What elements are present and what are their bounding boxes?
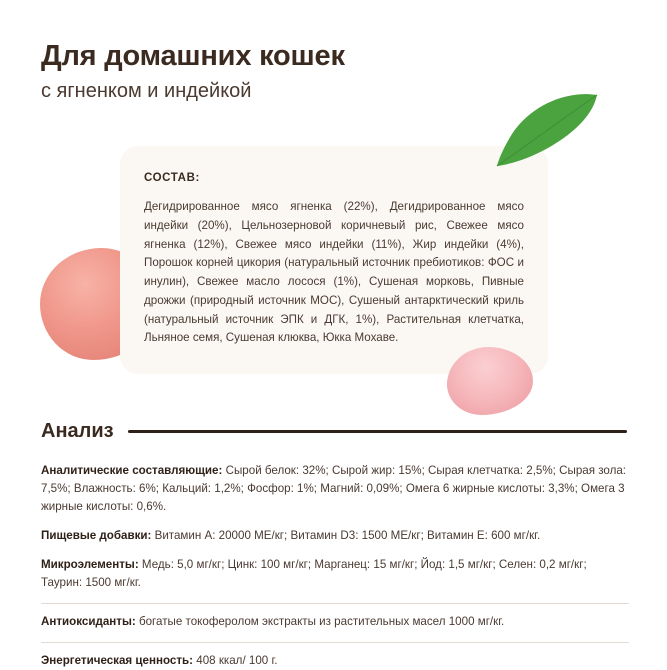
page-title: Для домашних кошек xyxy=(41,40,345,72)
composition-text: Дегидрированное мясо ягненка (22%), Дегидрированное мясо индейки (20%), Цельнозерновой коричневый рис, Свежее мясо ягненка (12%), Свежее мясо индейки (11%), Жир индейки (4%), Порошок корней цикория (натуральный источник пребиотиков: ФОС и инулин), Свежее масло лосося (1%), Сушеная морковь, Пивные дрожжи (природный источник МОС), Сушеный антарктический криль (натуральный источник ЭПК и ДГК, 1%), Растительная клетчатка, Льняное семя, Сушеная клюква, Юкка Мохаве. xyxy=(144,200,524,345)
analysis-header xyxy=(41,420,627,443)
analysis-body xyxy=(41,462,629,670)
analysis-row-value: богатые токоферолом экстракты из растительных масел 1000 мг/кг. xyxy=(135,614,505,628)
analysis-row-label: Микроэлементы: xyxy=(41,557,139,571)
analysis-row xyxy=(41,556,629,592)
page-header xyxy=(41,40,345,103)
analysis-title: Анализ xyxy=(41,420,114,442)
analysis-row xyxy=(41,527,629,545)
analysis-row-value: 408 ккал/ 100 г. xyxy=(193,653,278,667)
pink-blob-icon xyxy=(447,347,533,415)
analysis-separator xyxy=(41,642,629,643)
analysis-row-label: Антиоксиданты: xyxy=(41,614,136,628)
analysis-row-label: Энергетическая ценность: xyxy=(41,653,194,667)
analysis-row xyxy=(41,462,629,516)
page-subtitle: с ягненком и индейкой xyxy=(41,80,252,103)
analysis-row-label: Аналитические составляющие: xyxy=(41,464,223,477)
analysis-divider xyxy=(128,430,627,433)
analysis-row xyxy=(41,652,629,670)
analysis-row-value: Медь: 5,0 мг/кг; Цинк: 100 мг/кг; Марганец: 15 мг/кг; Йод: 1,5 мг/кг; Селен: 0,2 мг/кг; Таурин: 1500 мг/кг. xyxy=(41,557,587,589)
analysis-row-value: Сырой белок: 32%; Сырой жир: 15%; Сырая клетчатка: 2,5%; Сырая зола: 7,5%; Влажность: 6%; Кальций: 1,2%; Фосфор: 1%; Магний: 0,09%; Омега 6 жирные кислоты: 3,3%; Омега 3 жирные кислоты: 0,6%. xyxy=(41,464,627,513)
green-leaf-icon xyxy=(496,92,600,170)
analysis-row-label: Пищевые добавки: xyxy=(41,528,152,542)
composition-heading: СОСТАВ: xyxy=(144,172,200,184)
analysis-row-value: Витамин А: 20000 МЕ/кг; Витамин D3: 1500 МЕ/кг; Витамин Е: 600 мг/кг. xyxy=(151,528,541,542)
analysis-separator xyxy=(41,603,629,604)
analysis-row xyxy=(41,613,629,631)
composition-card xyxy=(120,146,548,374)
